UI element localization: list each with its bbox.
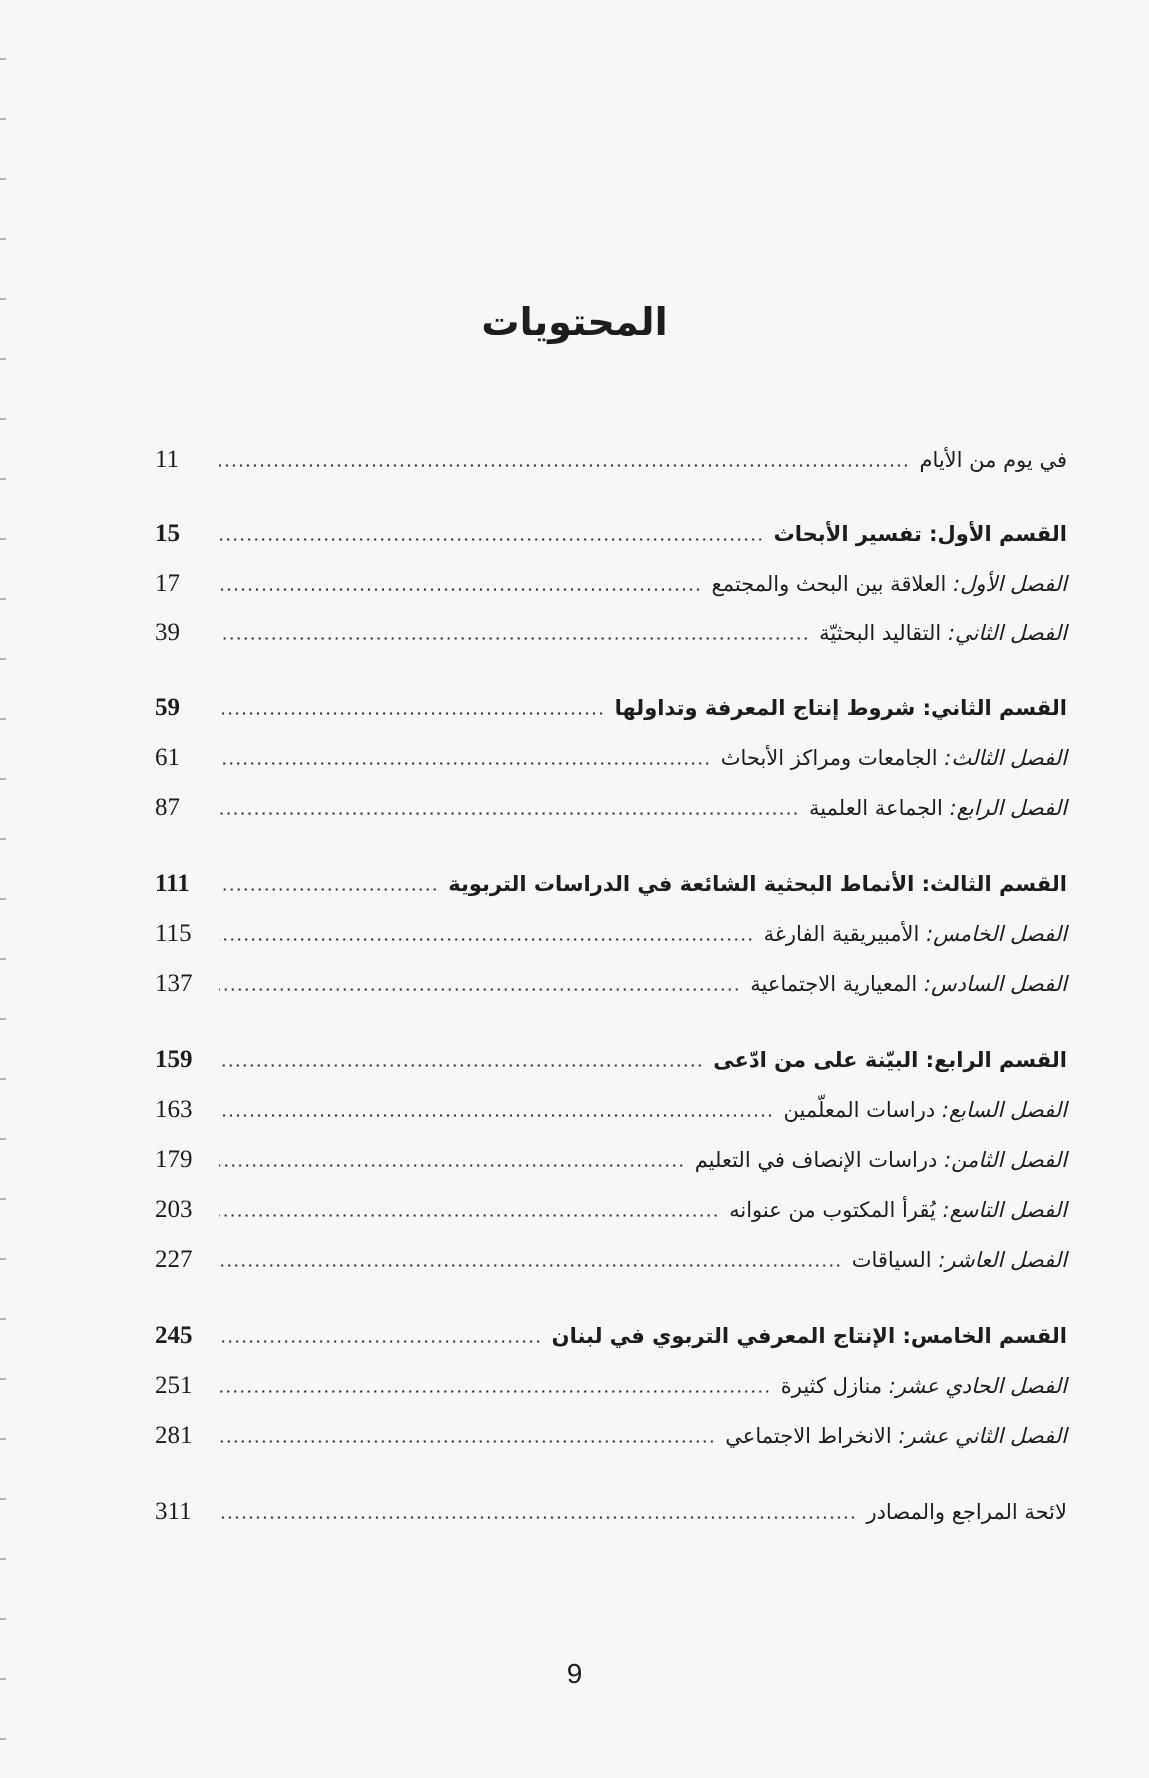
toc-entry-title: لائحة المراجع والمصادر xyxy=(866,1500,1067,1524)
toc-row-chapter-6 xyxy=(155,964,1067,1004)
toc-page-number: 245 xyxy=(155,1322,193,1349)
dot-leader xyxy=(219,712,605,715)
toc-page-number: 61 xyxy=(155,744,180,771)
toc-page-number: 159 xyxy=(155,1046,193,1073)
toc-page-number: 203 xyxy=(155,1196,193,1223)
dot-leader xyxy=(219,1340,542,1343)
dot-leader xyxy=(219,538,764,541)
toc-row-chapter-2 xyxy=(155,613,1067,653)
dot-leader xyxy=(219,1516,856,1519)
dot-leader xyxy=(219,1390,771,1393)
toc-entry-title: الفصل الرابع: الجماعة العلمية xyxy=(809,796,1067,820)
toc-page-number: 281 xyxy=(155,1422,193,1449)
toc-entry-title: الفصل الثاني عشر: الانخراط الاجتماعي xyxy=(725,1424,1067,1448)
toc-entry-title: الفصل العاشر: السياقات xyxy=(851,1248,1067,1272)
dot-leader xyxy=(219,1114,774,1117)
toc-entry-title: الفصل الثالث: الجامعات ومراكز الأبحاث xyxy=(720,746,1067,770)
toc-row-chapter-7 xyxy=(155,1090,1067,1130)
dot-leader xyxy=(219,1064,703,1067)
toc-entry-title: الفصل الحادي عشر: منازل كثيرة xyxy=(780,1374,1067,1398)
toc-row-part-4 xyxy=(155,1040,1067,1080)
toc-row-chapter-3 xyxy=(155,738,1067,778)
dot-leader xyxy=(219,762,711,765)
toc-row-chapter-8 xyxy=(155,1140,1067,1180)
toc-entry-title: الفصل السابع: دراسات المعلّمين xyxy=(783,1098,1067,1122)
toc-page-number: 227 xyxy=(155,1246,193,1273)
dot-leader xyxy=(219,1214,719,1217)
toc-page-number: 15 xyxy=(155,520,180,547)
dot-leader xyxy=(219,988,740,991)
toc-row-chapter-5 xyxy=(155,914,1067,954)
page-title: المحتويات xyxy=(481,300,668,344)
toc-part-title: القسم الرابع: البيّنة على من ادّعى xyxy=(713,1048,1067,1072)
dot-leader xyxy=(219,1264,842,1267)
toc-page-number: 11 xyxy=(155,446,180,473)
dot-leader xyxy=(219,888,438,891)
toc-page-number: 179 xyxy=(155,1146,193,1173)
toc-row-part-5 xyxy=(155,1316,1067,1356)
dot-leader xyxy=(219,588,702,591)
toc-page-number: 251 xyxy=(155,1372,193,1399)
toc-row-chapter-12 xyxy=(155,1416,1067,1456)
toc-row-chapter-11 xyxy=(155,1366,1067,1406)
toc-row-part-2 xyxy=(155,688,1067,728)
toc-page-number: 163 xyxy=(155,1096,193,1123)
dot-leader xyxy=(219,812,799,815)
toc-entry-title: الفصل الثامن: دراسات الإنصاف في التعليم xyxy=(694,1148,1067,1172)
toc-entry-title: الفصل السادس: المعيارية الاجتماعية xyxy=(750,972,1067,996)
toc-entry-title: الفصل التاسع: يُقرأ المكتوب من عنوانه xyxy=(729,1198,1067,1222)
toc-row-chapter-4 xyxy=(155,788,1067,828)
toc-row-chapter-1 xyxy=(155,564,1067,604)
toc-row-part-1 xyxy=(155,514,1067,554)
dot-leader xyxy=(219,1440,715,1443)
toc-row-part-3 xyxy=(155,864,1067,904)
toc-entry-title: الفصل الخامس: الأمبيريقية الفارغة xyxy=(763,922,1067,946)
dot-leader xyxy=(219,938,754,941)
toc-part-title: القسم الثالث: الأنماط البحثية الشائعة في الدراسات التربوية xyxy=(448,872,1067,896)
page-edge-marks xyxy=(0,0,6,1778)
toc-page-number: 115 xyxy=(155,920,192,947)
toc-part-title: القسم الأول: تفسير الأبحاث xyxy=(773,522,1067,546)
toc-entry-title: الفصل الأول: العلاقة بين البحث والمجتمع xyxy=(711,572,1067,596)
toc-page-number: 111 xyxy=(155,870,190,897)
toc-page-number: 87 xyxy=(155,794,180,821)
toc-page-number: 39 xyxy=(155,619,180,646)
toc-page-number: 59 xyxy=(155,694,180,721)
dot-leader xyxy=(219,637,809,640)
toc-part-title: القسم الخامس: الإنتاج المعرفي التربوي في لبنان xyxy=(551,1324,1067,1348)
dot-leader xyxy=(219,464,909,467)
toc-page-number: 137 xyxy=(155,970,193,997)
toc-row-prologue xyxy=(155,440,1067,480)
page-number: 9 xyxy=(566,1658,583,1689)
toc-page-number: 311 xyxy=(155,1498,192,1525)
toc-page-number: 17 xyxy=(155,570,180,597)
dot-leader xyxy=(219,1164,685,1167)
toc-entry-title: في يوم من الأيام xyxy=(919,448,1067,472)
toc-entry-title: الفصل الثاني: التقاليد البحثيّة xyxy=(819,621,1067,645)
toc-row-references xyxy=(155,1492,1067,1532)
toc-part-title: القسم الثاني: شروط إنتاج المعرفة وتداولها xyxy=(614,696,1067,720)
toc-row-chapter-9 xyxy=(155,1190,1067,1230)
toc-row-chapter-10 xyxy=(155,1240,1067,1280)
